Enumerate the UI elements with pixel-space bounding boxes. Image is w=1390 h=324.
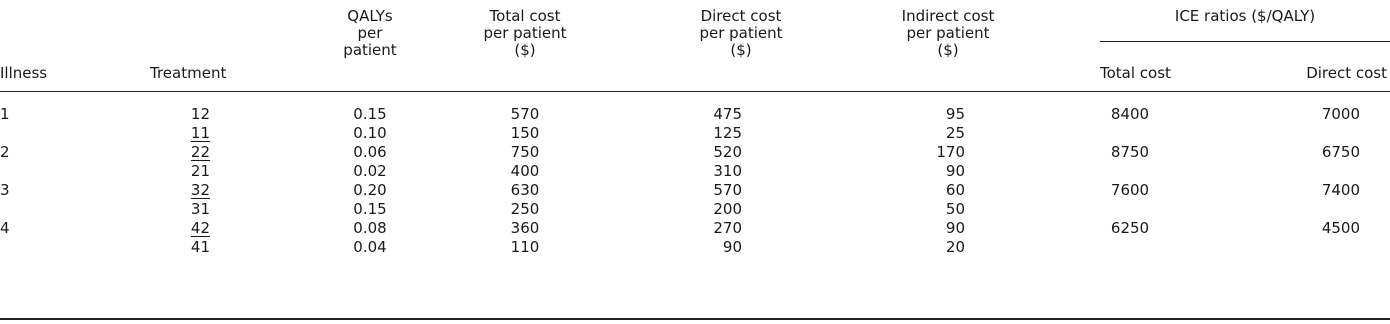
cell-direct-cost: 570: [713, 181, 742, 199]
cell-qalys: 0.06: [353, 143, 387, 161]
cell-total-cost: 110: [510, 238, 540, 256]
cell-total-cost: 400: [510, 162, 540, 180]
cell-indirect-cost: 170: [936, 143, 965, 161]
cell-total-cost: 360: [510, 219, 540, 237]
cell-direct-cost: 200: [713, 200, 742, 218]
header-qalys: [320, 8, 420, 59]
header-total-cost-line1: Total cost: [489, 7, 561, 25]
cell-ice-total: 8400: [1110, 105, 1150, 123]
cell-total-cost: 750: [510, 143, 540, 161]
cell-total-cost: 250: [510, 200, 540, 218]
cell-direct-cost: 90: [722, 238, 742, 256]
header-indirect-cost-line2: per patient: [906, 24, 990, 42]
cell-ice-total: 8750: [1110, 143, 1150, 161]
cell-illness: 3: [0, 181, 10, 199]
header-treatment: Treatment: [150, 64, 227, 82]
cell-total-cost: 630: [510, 181, 540, 199]
cell-indirect-cost: 25: [945, 124, 965, 142]
cell-treatment: 21: [190, 162, 210, 180]
header-direct-cost-line3: ($): [730, 41, 752, 59]
header-direct-cost: [671, 8, 811, 59]
cell-treatment: 32: [190, 181, 210, 199]
cell-direct-cost: 475: [713, 105, 742, 123]
cell-qalys: 0.20: [353, 181, 387, 199]
cell-qalys: 0.10: [353, 124, 387, 142]
cell-total-cost: 150: [510, 124, 540, 142]
cell-treatment: 11: [190, 124, 210, 142]
header-indirect-cost: [878, 8, 1018, 59]
cell-direct-cost: 310: [713, 162, 742, 180]
cell-indirect-cost: 90: [945, 162, 965, 180]
header-indirect-cost-line1: Indirect cost: [901, 7, 995, 25]
header-total-cost-line2: per patient: [483, 24, 567, 42]
cell-indirect-cost: 60: [945, 181, 965, 199]
cell-ice-direct: 6750: [1321, 143, 1360, 161]
header-indirect-cost-line3: ($): [937, 41, 959, 59]
cell-indirect-cost: 95: [945, 105, 965, 123]
cell-ice-direct: 4500: [1321, 219, 1360, 237]
bottom-rule: [0, 318, 1390, 320]
ice-group-rule: [1100, 41, 1390, 42]
cell-indirect-cost: 90: [945, 219, 965, 237]
cell-treatment: 22: [190, 143, 210, 161]
cell-qalys: 0.08: [353, 219, 387, 237]
header-ice-direct-cost: Direct cost: [1306, 64, 1387, 82]
header-ice-total-cost: Total cost: [1100, 64, 1171, 82]
cell-indirect-cost: 50: [945, 200, 965, 218]
cell-illness: 1: [0, 105, 10, 123]
cell-qalys: 0.02: [353, 162, 387, 180]
cell-direct-cost: 520: [713, 143, 742, 161]
header-qalys-line3: patient: [343, 41, 397, 59]
cell-direct-cost: 270: [713, 219, 742, 237]
header-total-cost: [455, 8, 595, 59]
header-total-cost-line3: ($): [514, 41, 536, 59]
header-ice-ratios: ICE ratios ($/QALY): [1174, 7, 1316, 25]
cell-direct-cost: 125: [713, 124, 742, 142]
cell-ice-total: 7600: [1110, 181, 1150, 199]
cell-illness: 4: [0, 219, 10, 237]
cell-qalys: 0.15: [353, 105, 387, 123]
cell-total-cost: 570: [510, 105, 540, 123]
cell-qalys: 0.15: [353, 200, 387, 218]
cell-ice-direct: 7000: [1321, 105, 1360, 123]
header-direct-cost-line1: Direct cost: [700, 7, 782, 25]
header-illness: Illness: [0, 64, 48, 82]
header-qalys-line1: QALYs: [347, 7, 393, 25]
cell-ice-total: 6250: [1110, 219, 1150, 237]
header-rule: [0, 91, 1390, 92]
cell-indirect-cost: 20: [945, 238, 965, 256]
cell-ice-direct: 7400: [1321, 181, 1360, 199]
cell-illness: 2: [0, 143, 10, 161]
cell-treatment: 31: [190, 200, 210, 218]
cell-qalys: 0.04: [353, 238, 387, 256]
cell-treatment: 42: [190, 219, 210, 237]
header-direct-cost-line2: per patient: [699, 24, 783, 42]
header-qalys-line2: per: [357, 24, 383, 42]
cell-treatment: 41: [190, 238, 210, 256]
cell-treatment: 12: [190, 105, 210, 123]
